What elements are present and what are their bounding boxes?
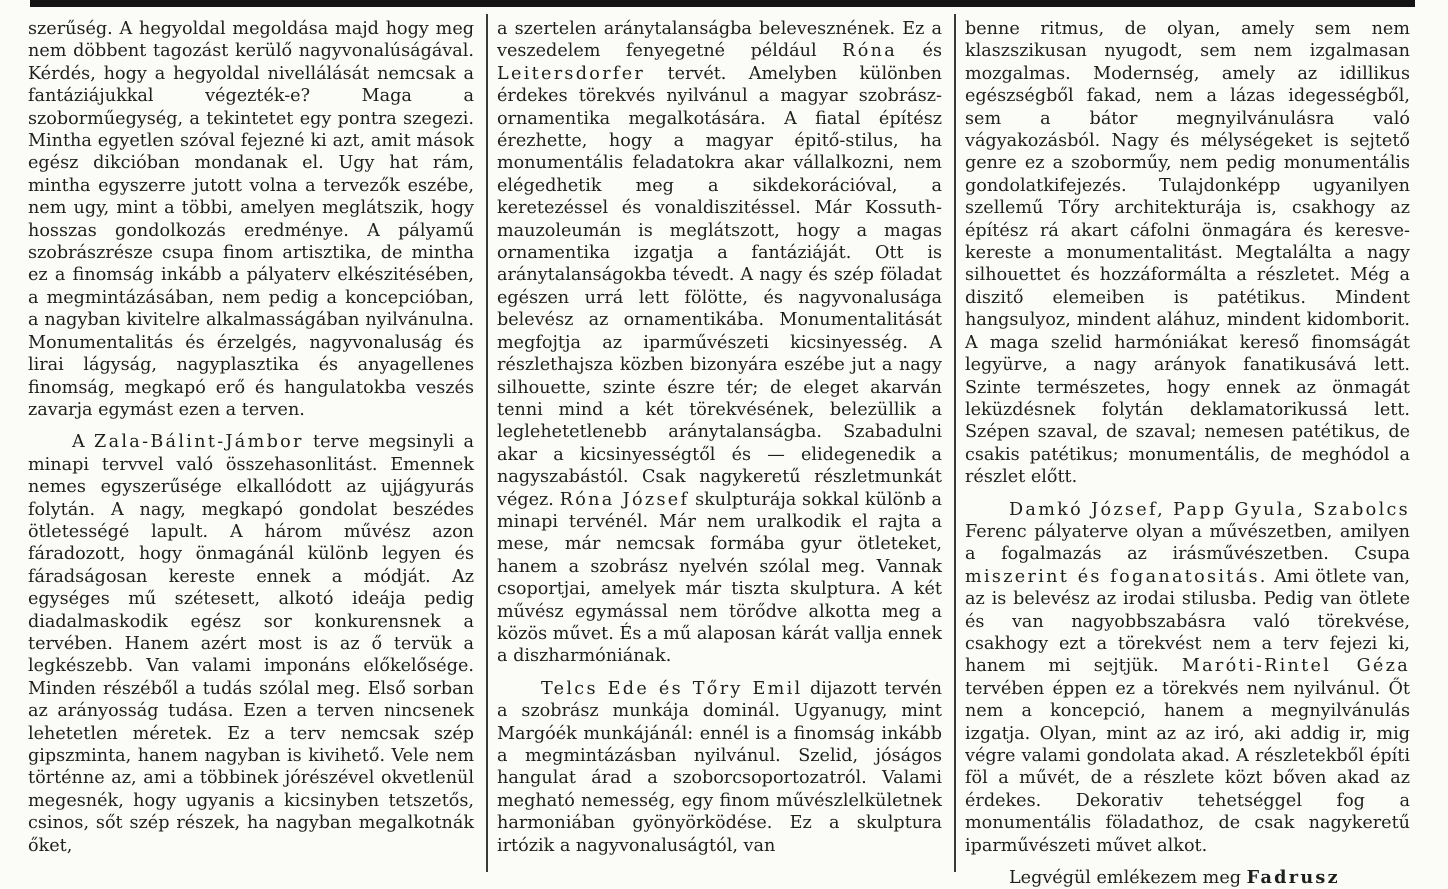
col1-paragraph-1: szerűség. A hegyoldal megoldása majd hogy meg nem döbbent tagozást kerülő nagyvonalúságával. Kérdés, hogy a hegyoldal nivellálását nemcsak a fantáziájukkal végezték-e? Maga a szoborműegység, a tekintetet egy pontra szegezi. Mintha egyetlen szóval fejezné ki azt, amit mások egész dikcióban mondanak el. Ugy hat rám, mintha egyszerre jutott volna a tervezők eszébe, nem ugy, mint a többi, amelyen meglátszik, hogy hosszas gondolkozás eredménye. A pályamű szobrászrésze csupa finom artisztika, de mintha ez a finomság inkább a pályaterv elkészitésében, a megmintázásában, nem pedig a koncepcióban, a nagyban kivitelre alkalmasságában nyilvánulna. Monumentalitás és érzelgés, nagyvonaluság és lirai lágyság, nagyplasztika és anyagellenes finomság, megkapó erő és hangulatokba veszés zavarja egymást ezen a terven. — [28, 19, 474, 420]
col2-p1-a: a szertelen aránytalanságba belevesznének. Ez a veszedelem fenyegetné például — [497, 19, 942, 62]
col2-name-leitersdorfer: Leitersdorfer — [497, 63, 646, 84]
column-3 — [965, 18, 1410, 889]
col2-p2-text: dijazott tervén a szobrász munkája dominál. Ugyanugy, mint Margóék munkájánál: ennél is a finomság inkább a megmintázásban nyilvánul. Szelid, jóságos hangulat árad a szoborcsoportozatról. Valami megható nemesség, egy finom művészlelkületnek harmoniában gyönyörködése. Ez a skulptura irtózik a nagyvonaluságtól, van — [497, 678, 942, 856]
col3-names-damko-papp-szabolcs: Damkó József, Papp Gyula, Szabolcs — [1009, 499, 1410, 520]
col3-p3-a: Legvégül emlékezem meg — [1009, 868, 1247, 889]
col2-p1-d: skulpturája sokkal különb a minapi tervénél. Már nem uralkodik el rajta a mese, már nemcsak formába gyur ötleteket, hanem a szobrász nyelvén szólal meg. Vannak csoportjai, amelyek már tiszta skulptura. A két művész egymással nem törődve alkotta meg a közös művet. És a mű alaposan kárát vallja ennek a diszharmóniának. — [497, 489, 942, 667]
col2-p1-c: tervét. Amelyben különben érdekes törekvés nyilvánul a magyar szobrász-ornamentika megalkotására. A fiatal építész érezhette, hogy a magyar épitő-stilus, ha monumentális feladatokra akar vállalkozni, nem elégedhetik meg a sikdekorációval, a keretezéssel és vonaldiszitéssel. Már Kossuth-mauzoleumán is meglátszott, hogy a magas ornamentika izgatja a fantáziáját. Ott is aránytalanságokba tévedt. A nagy és szép föladat egészen urrá lett fölötte, és nagyvonalusága belevész az ornamentikába. Monumentalitását megfojtja az iparművészeti kicsinyesség. A részlethajsza közben bizonyára eszébe jut a nagy silhouette, szinte észre tér; de eleget akarván tenni mind a két törekvésének, belezüllik a leglehetetlenebb aránytalanságba. Szabadulni akar a kicsinyességtől és — elidegenedik a nagyszabástól. Csak nagykeretű részletmunkát végez. — [497, 63, 942, 510]
col3-name-maroti: Maróti-Rintel Géza — [1181, 656, 1410, 677]
column-rule-right — [954, 14, 956, 872]
col3-p2-a: Ferenc pályaterve olyan a művészetben, amilyen a fogalmazás az irásművészetben. Csupa — [965, 521, 1410, 565]
col2-p1-b: és — [897, 41, 942, 62]
col1-p2-prefix: A — [72, 432, 95, 453]
col3-p2-spaced: miszerint és foganatositás. — [965, 566, 1268, 587]
col3-p2-c: tervében éppen ez a törekvés nem nyilvánul. Őt nem a koncepció, hanem a megnyilvánulás izgatja. Olyan, mint az az iró, aki addig ir, mig végre valami gondolata akad. A részletekből építi föl a művét, de a részlete közt bőven akad az érdekes. Dekorativ tehetséggel fog a monumentális föladathoz, de csak nagykeretű iparművészeti művet alkot. — [965, 678, 1410, 856]
col2-name-rona-jozsef: Róna József — [559, 489, 690, 510]
col2-name-rona: Róna — [842, 41, 898, 62]
col2-paragraph-2 — [497, 678, 942, 857]
col3-p2-b: Ami ötlete van, az is belevész az irodai stilusba. Pedig van ötlete és van nagyobbszabásra való törekvése, csakhogy ezt a törekvést nem a terv fejezi ki, hanem mi sejtjük. — [965, 566, 1410, 677]
col1-p2-names: Zala-Bálint-Jámbor — [94, 432, 304, 453]
column-1 — [28, 18, 474, 872]
top-rule — [30, 0, 1415, 7]
col3-paragraph-2 — [965, 499, 1410, 858]
col2-name-telcs-tory: Telcs Ede és Tőry Emil — [541, 678, 803, 699]
column-2 — [497, 18, 942, 872]
col1-paragraph-2 — [28, 431, 474, 857]
col3-paragraph-3 — [965, 867, 1410, 889]
col3-paragraph-1: benne ritmus, de olyan, amely sem nem klaszszikusan nyugodt, sem nem izgalmasan mozgalmas. Modernség, amely az idillikus egészségből fakad, nem a lázas idegességből, sem a bátor megnyilvánulásra való vágyakozásból. Nagy és mélységeket is sejtető genre ez a szoborműy, nem pedig monumentális gondolatkifejezés. Tulajdonképp ugyanilyen szellemű Tőry architekturája is, csakhogy az építész rá akart cáfolni önmagára és keresve-kereste a monumentalitást. Megtalálta a nagy silhouettet és hozzáformálta a részletet. Még a diszitő elemeiben is patétikus. Mindent hangsulyoz, mindent aláhuz, mindent kidomborit. A maga szelid harmóniákat kereső finomságát legyürve, a nagy arányok fanatikusává lett. Szinte természetes, hogy ennek az önmagát leküzdésnek folytán deklamatorikussá lett. Szépen szaval, de szaval; nemesen patétikus, de csakis patétikus; monumentális, de meghódol a részlet előtt. — [965, 19, 1410, 488]
col3-name-fadrusz: Fadrusz — [1246, 867, 1340, 889]
col2-paragraph-1 — [497, 18, 942, 668]
column-rule-left — [486, 14, 488, 872]
col1-p2-text: terve megsinyli a minapi tervvel való összehasonlitást. Emennek nemes egyszerűsége elkallódott az ujjágyurás folytán. A nagy, megkapó gondolat beszédes ötletességé lapult. A három művész azon fáradozott, hogy önmagánál különb legyen és fáradságosan kereste ennek a módját. Az egységes mű szétesett, alkotó ideája pedig diadalmaskodik egész sor konkurensnek a tervében. Hanem azért most is az ő tervük a legkészebb. Van valami imponáns előkelősége. Minden részéből a tudás szólal meg. Első sorban az arányosság tudása. Ezen a terven nincsenek lehetetlen méretek. Ez a terv nemcsak szép gipszminta, hanem nagyban is kivihető. Vele nem történne az, ami a többinek jórészével okvetlenül megesnék, hogy ugyanis a kicsinyben tetszetős, csinos, sőt szép részek, ha nagyban megalkotnák őket, — [28, 432, 474, 856]
